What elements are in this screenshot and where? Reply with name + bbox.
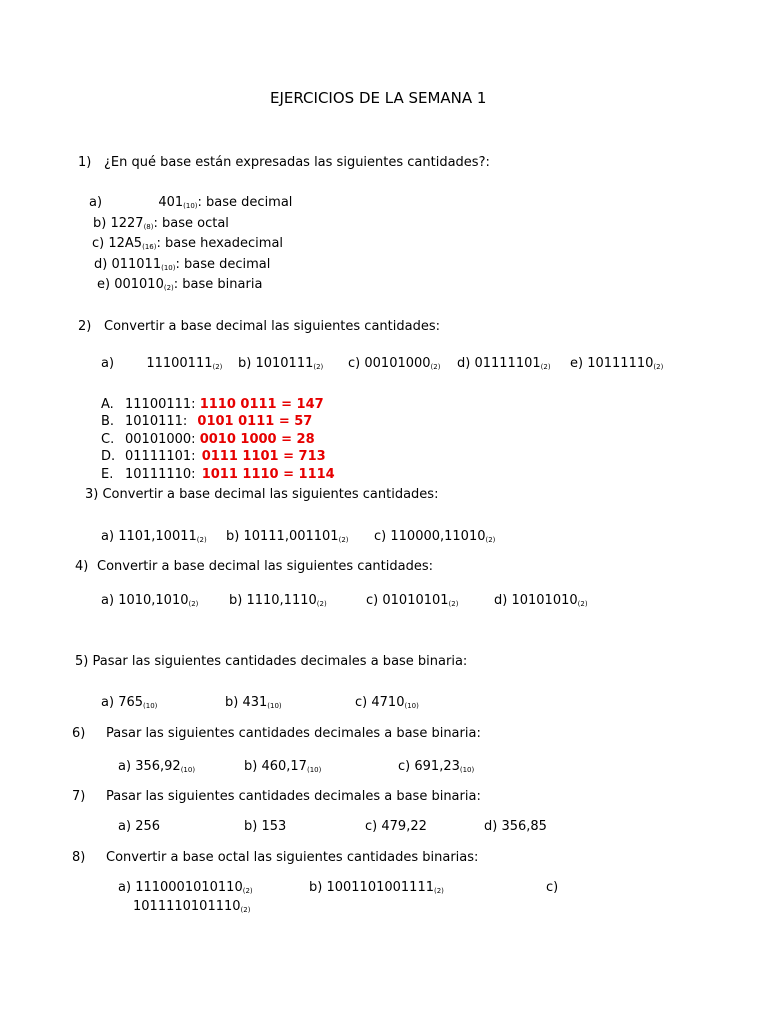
item-label: b) <box>229 593 243 608</box>
item-value: 356,92 <box>135 759 181 774</box>
item-label: c) <box>355 695 368 710</box>
item-label: a) <box>89 195 103 210</box>
item-label: b) <box>238 356 252 371</box>
item-value: 10101010 <box>511 593 578 608</box>
item-value: 10111,001101 <box>243 529 339 544</box>
item-base: (10) <box>161 264 176 272</box>
answer-value: 01111101: <box>125 449 196 464</box>
q6-item-a <box>118 759 195 775</box>
item-value: 1110001010110 <box>135 880 243 895</box>
answer-result: 0010 1000 = 28 <box>199 432 315 447</box>
item-label: b) <box>226 529 240 544</box>
item-label: a) <box>101 356 115 371</box>
q2-answer-e <box>101 467 335 483</box>
q3-item-b <box>226 529 349 545</box>
q5-item-a <box>101 695 157 711</box>
question-2-text: Convertir a base decimal las siguientes cantidades: <box>104 319 440 334</box>
question-7-text: Pasar las siguientes cantidades decimales a base binaria: <box>106 789 481 804</box>
answer-label: E. <box>101 467 114 482</box>
item-value: 11100111 <box>146 356 213 371</box>
item-label: a) <box>101 695 115 710</box>
q1-item-a <box>89 195 292 211</box>
item-label: e) <box>97 277 111 292</box>
item-base: (2) <box>430 363 441 371</box>
q4-item-d <box>494 593 588 609</box>
answer-result: 1011 1110 = 1114 <box>201 467 335 482</box>
item-label: b) <box>244 759 258 774</box>
item-value: 1001101001111 <box>326 880 434 895</box>
q7-item-b <box>244 819 286 835</box>
answer-value: 11100111: <box>125 397 196 412</box>
item-answer: : base decimal <box>197 195 293 210</box>
item-value: 011011 <box>111 257 162 272</box>
item-label: c) <box>348 356 361 371</box>
q6-item-b <box>244 759 321 775</box>
question-3-text: 3) Convertir a base decimal las siguientes cantidades: <box>85 487 439 502</box>
item-base: (2) <box>196 536 207 544</box>
q2-item-c <box>348 356 440 372</box>
question-4-text: Convertir a base decimal las siguientes cantidades: <box>97 559 433 574</box>
q7-item-d <box>484 819 547 835</box>
item-value: 1010111 <box>255 356 314 371</box>
item-base: (10) <box>267 702 282 710</box>
answer-label: C. <box>101 432 115 447</box>
item-base: (2) <box>188 600 199 608</box>
item-label: a) <box>118 759 132 774</box>
q7-item-c <box>365 819 427 835</box>
q5-item-c <box>355 695 419 711</box>
item-value: 691,23 <box>414 759 460 774</box>
item-label: c) <box>398 759 411 774</box>
item-base: (2) <box>540 363 551 371</box>
q6-item-c <box>398 759 474 775</box>
item-base: (10) <box>306 766 322 774</box>
item-answer: : base decimal <box>175 257 271 272</box>
item-value: 001010 <box>114 277 164 292</box>
item-value: 460,17 <box>261 759 307 774</box>
question-1-number: 1) <box>78 155 92 170</box>
q3-item-c <box>374 529 495 545</box>
q2-item-b <box>238 356 323 372</box>
item-label: d) <box>94 257 108 272</box>
item-base: (2) <box>163 284 174 292</box>
item-label: a) <box>118 819 132 834</box>
q2-answer-b <box>101 414 312 430</box>
question-1-text: ¿En qué base están expresadas las siguientes cantidades?: <box>104 155 490 170</box>
item-base: (2) <box>434 887 444 895</box>
item-base: (2) <box>448 600 459 608</box>
answer-value: 10111110: <box>125 467 196 482</box>
item-value: 10111110 <box>587 356 654 371</box>
item-label: c) <box>92 236 105 251</box>
q1-item-b <box>93 216 229 232</box>
question-4-number: 4) <box>75 559 89 574</box>
item-answer: : base octal <box>153 216 229 231</box>
answer-label: D. <box>101 449 116 464</box>
item-base: (10) <box>459 766 475 774</box>
item-label: d) <box>457 356 471 371</box>
item-base: (2) <box>338 536 349 544</box>
answer-value: 1010111: <box>125 414 188 429</box>
item-base: (10) <box>180 766 196 774</box>
item-value: 765 <box>118 695 144 710</box>
answer-result: 1110 0111 = 147 <box>199 397 324 412</box>
item-base: (2) <box>653 363 664 371</box>
question-7-number: 7) <box>72 789 86 804</box>
item-value: 153 <box>261 819 287 834</box>
item-value: 1110,1110 <box>246 593 317 608</box>
q8-item-a <box>118 880 253 896</box>
answer-label: B. <box>101 414 115 429</box>
item-value: 12A5 <box>108 236 143 251</box>
item-label: b) <box>309 880 323 895</box>
item-label: e) <box>570 356 584 371</box>
item-base: (10) <box>143 702 158 710</box>
q1-item-e <box>97 277 262 293</box>
item-value: 479,22 <box>381 819 427 834</box>
q4-item-b <box>229 593 327 609</box>
item-label: a) <box>101 593 115 608</box>
item-value: 110000,11010 <box>390 529 486 544</box>
question-6-number: 6) <box>72 726 86 741</box>
q4-item-c <box>366 593 458 609</box>
item-base: (2) <box>316 600 327 608</box>
page-title: EJERCICIOS DE LA SEMANA 1 <box>270 89 487 107</box>
item-value: 1011110101110 <box>133 899 241 914</box>
item-label: d) <box>494 593 508 608</box>
item-label: b) <box>93 216 107 231</box>
item-value: 4710 <box>371 695 405 710</box>
item-base: (10) <box>183 202 198 210</box>
item-value: 356,85 <box>501 819 547 834</box>
q2-answer-a <box>101 397 324 413</box>
item-label: d) <box>484 819 498 834</box>
answer-value: 00101000: <box>125 432 196 447</box>
answer-result: 0111 1101 = 713 <box>201 449 326 464</box>
item-value: 00101000 <box>364 356 431 371</box>
question-6-text: Pasar las siguientes cantidades decimales a base binaria: <box>106 726 481 741</box>
item-value: 01010101 <box>382 593 449 608</box>
item-label: a) <box>101 529 115 544</box>
q2-item-e <box>570 356 663 372</box>
q5-item-b <box>225 695 282 711</box>
q8-item-c <box>133 899 250 915</box>
q2-answer-c <box>101 432 315 448</box>
item-label: c) <box>374 529 387 544</box>
item-label: a) <box>118 880 132 895</box>
item-label: b) <box>244 819 258 834</box>
question-8-text: Convertir a base octal las siguientes cantidades binarias: <box>106 850 479 865</box>
item-value: 1010,1010 <box>118 593 189 608</box>
question-8-number: 8) <box>72 850 86 865</box>
item-base: (2) <box>313 363 324 371</box>
item-base: (10) <box>404 702 419 710</box>
question-5-text: 5) Pasar las siguientes cantidades decimales a base binaria: <box>75 654 468 669</box>
item-base: (2) <box>485 536 496 544</box>
item-value: 256 <box>135 819 161 834</box>
item-value: 431 <box>242 695 268 710</box>
item-label: c) <box>365 819 378 834</box>
item-base: (16) <box>142 243 157 251</box>
q2-answer-d <box>101 449 326 465</box>
item-base: (2) <box>212 363 223 371</box>
item-answer: : base binaria <box>173 277 263 292</box>
item-value: 401 <box>158 195 184 210</box>
question-2-number: 2) <box>78 319 92 334</box>
q8-item-b <box>309 880 444 896</box>
item-label: b) <box>225 695 239 710</box>
q8-item-c-label: c) <box>546 880 559 895</box>
item-value: 1101,10011 <box>118 529 197 544</box>
q1-item-c <box>92 236 283 252</box>
item-value: 01111101 <box>474 356 541 371</box>
q2-item-d <box>457 356 551 372</box>
q2-item-a <box>101 356 222 372</box>
q4-item-a <box>101 593 198 609</box>
answer-label: A. <box>101 397 114 412</box>
item-base: (2) <box>240 906 251 914</box>
item-base: (2) <box>242 887 253 895</box>
q7-item-a <box>118 819 160 835</box>
item-value: 1227 <box>110 216 144 231</box>
answer-result: 0101 0111 = 57 <box>197 414 313 429</box>
q3-item-a <box>101 529 207 545</box>
q1-item-d <box>94 257 270 273</box>
item-label: c) <box>366 593 379 608</box>
item-base: (2) <box>577 600 588 608</box>
item-answer: : base hexadecimal <box>156 236 284 251</box>
item-base: (8) <box>143 223 154 231</box>
